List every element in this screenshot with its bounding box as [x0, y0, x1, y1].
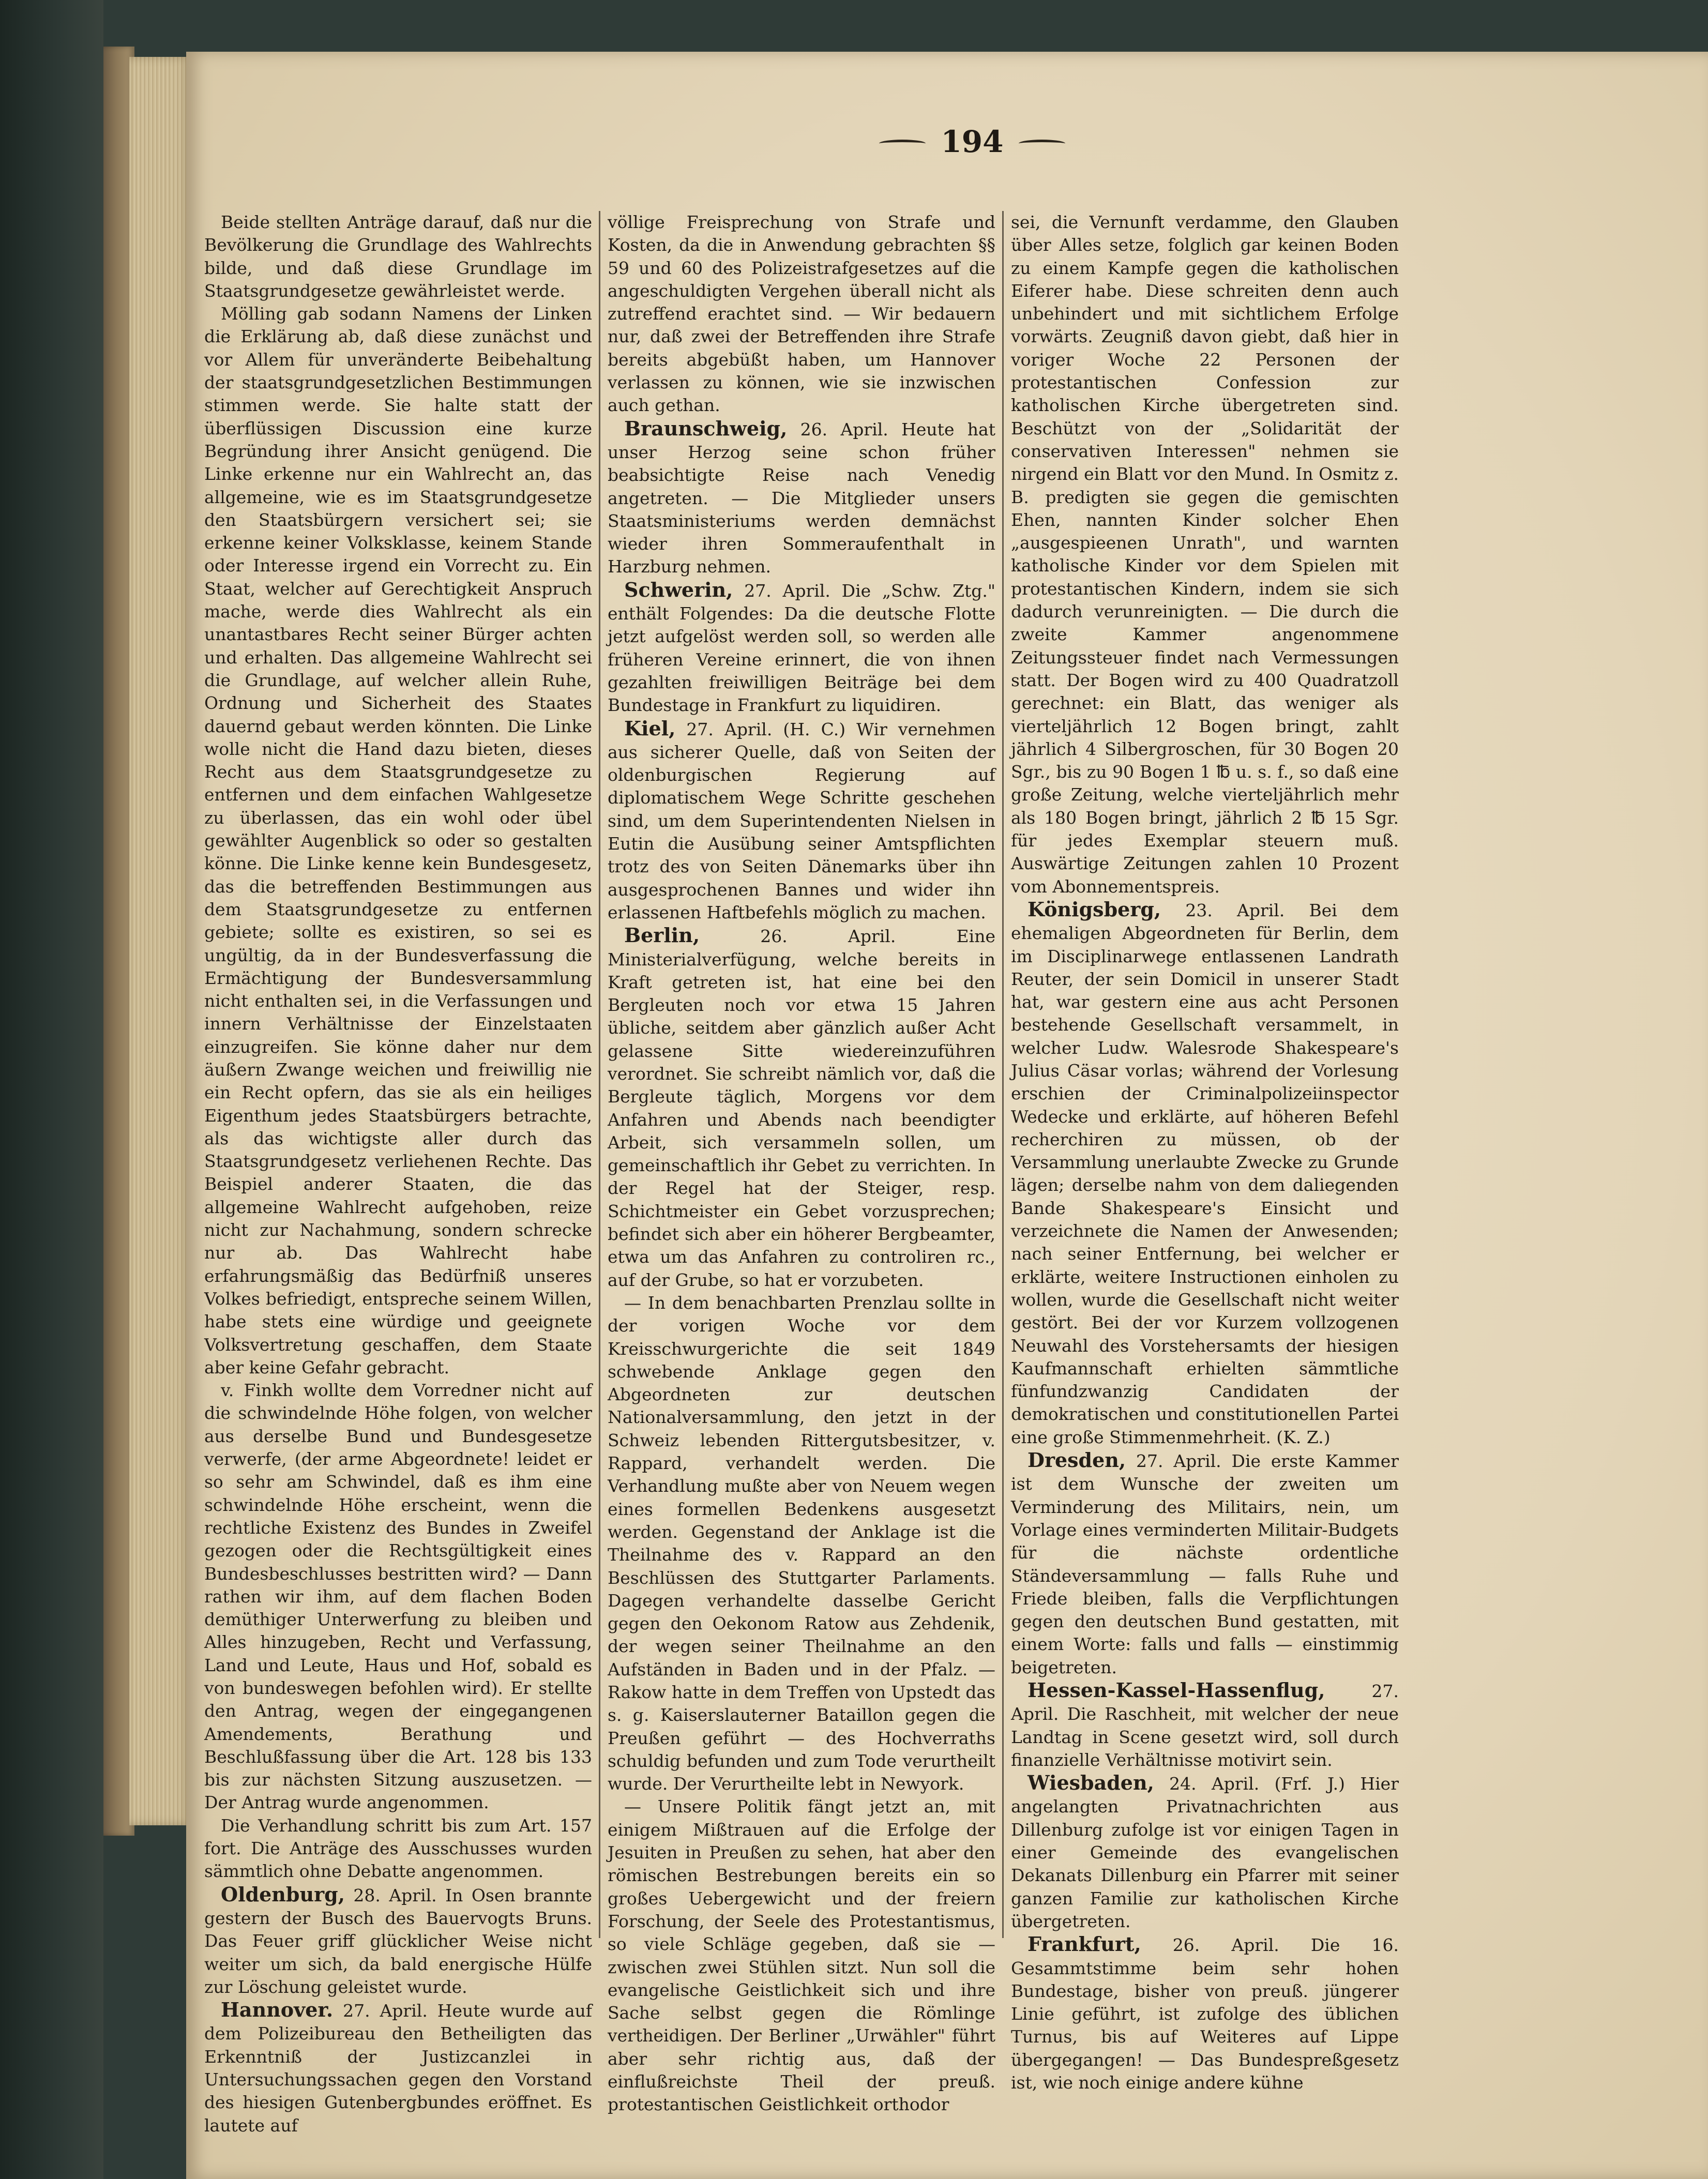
- text-column-2: [608, 211, 995, 2115]
- paragraph-text: v. Finkh wollte dem Vorredner nicht auf die schwindelnde Höhe folgen, von welcher aus derselbe Bund und Bundesgesetze verwerfe, (der arme Abgeordnete! leidet er so sehr am Schwindel, daß es ihm eine schwindelnde Höhe erscheint, wenn die rechtliche Existenz des Bundes in Zweifel gezogen oder die Rechtsgültigkeit eines Bundesbeschlusses bestritten wird? — Dann rathen wir ihm, auf dem flachen Boden demüthiger Unterwerfung zu bleiben und Alles hinzugeben, Recht und Verfassung, Land und Leute, Haus und Hof, sobald es von bundeswegen befohlen wird). Er stellte den Antrag, wegen der eingegangenen Amendements, Berathung und Beschlußfassung über die Art. 128 bis 133 bis zur nächsten Sitzung auszusetzen. — Der Antrag wurde angenommen.: [204, 1380, 592, 1813]
- paragraph-text: 26. April. Die 16. Gesammtstimme beim sehr hohen Bundestage, bisher von preuß. jüngerer Linie geführt, ist zufolge des üblichen Turnus, bis auf Weiteres auf Lippe übergegangen! — Das Bundespreßgesetz ist, wie noch einige andere kühne: [1011, 1935, 1399, 2093]
- page-edges: [129, 57, 191, 1825]
- paragraph-text: 27. April. Die „Schw. Ztg." enthält Folgendes: Da die deutsche Flotte jetzt aufgelöst werden soll, so werden alle früheren Vereine erinnert, die von ihnen gezahlten freiwilligen Beiträge bei dem Bundestage in Frankfurt zu liquidiren.: [608, 580, 995, 716]
- article-paragraph: [1011, 1772, 1399, 1933]
- article-paragraph: [608, 579, 995, 717]
- page-header: [186, 103, 1708, 176]
- article-paragraph: [204, 1883, 592, 1999]
- article-paragraph: [608, 1292, 995, 1796]
- ornament-left-icon: [879, 140, 926, 147]
- ornament-right-icon: [1019, 140, 1065, 147]
- column-rule: [1002, 211, 1004, 1938]
- paragraph-text: sei, die Vernunft verdamme, den Glauben über Alles setze, folglich gar keinen Boden zu einem Kampfe gegen die katholischen Eiferer habe. Diese schreiten denn auch unbehindert und mit sichtlichem Erfolge vorwärts. Zeugniß davon giebt, daß hier in voriger Woche 22 Personen der protestantischen Confession zur katholischen Kirche übergetreten sind. Beschützt von der „Solidarität der conservativen Interessen" nehmen sie nirgend ein Blatt vor den Mund. In Osmitz z. B. predigten sie gegen die gemischten Ehen, nannten Kinder solcher Ehen „ausgespieenen Unrath", und warnten katholische Kinder vor dem Spielen mit protestantischen Kindern, indem sie sich dadurch verunreinigten. — Die durch die zweite Kammer angenommene Zeitungssteuer findet nach Vermessungen statt. Der Bogen wird zu 400 Quadratzoll gerechnet: ein Blatt, das weniger als vierteljährlich 12 Bogen bringt, zahlt jährlich 4 Silbergroschen, für 30 Bogen 20 Sgr., bis zu 90 Bogen 1 ℔ u. s. f., so daß eine große Zeitung, welche vierteljährlich mehr als 180 Bogen bringt, jährlich 2 ℔ 15 Sgr. für jedes Exemplar steuern muß. Auswärtige Zeitungen zahlen 10 Prozent vom Abonnementspreis.: [1011, 212, 1399, 897]
- paragraph-text: 27. April. Die Raschheit, mit welcher der neue Landtag in Scene gesetzt wird, soll durch finanzielle Verhältnisse motivirt sein.: [1011, 1681, 1399, 1770]
- article-paragraph: [608, 717, 995, 925]
- article-paragraph: [204, 1999, 592, 2137]
- paragraph-text: völlige Freisprechung von Strafe und Kosten, da die in Anwendung gebrachten §§ 59 und 60 des Polizeistrafgesetzes auf die angeschuldigten Vergehen überall nicht als zutreffend erachtet sind. — Wir bedauern nur, daß zwei der Betreffenden ihre Strafe bereits abgebüßt haben, um Hannover verlassen zu können, wie sie inzwischen auch gethan.: [608, 212, 995, 416]
- paragraph-text: 24. April. (Frf. J.) Hier angelangten Privatnachrichten aus Dillenburg zufolge ist vor einigen Tagen in einer Gemeinde des evangelischen Dekanats Dillenburg ein Pfarrer mit seiner ganzen Familie zur katholischen Kirche übergetreten.: [1011, 1774, 1399, 1931]
- article-paragraph: [608, 211, 995, 417]
- dateline: Kiel,: [624, 716, 676, 740]
- article-paragraph: [1011, 1679, 1399, 1772]
- text-column-3: [1011, 211, 1399, 2093]
- article-paragraph: [1011, 211, 1399, 898]
- paragraph-text: 28. April. In Osen brannte gestern der Busch des Bauervogts Bruns. Das Feuer griff glücklicher Weise nicht weiter um sich, da bald energische Hülfe zur Löschung geleistet wurde.: [204, 1885, 592, 1997]
- dateline: Frankfurt,: [1027, 1932, 1141, 1956]
- dateline: Hessen-Kassel-Hassenflug,: [1027, 1678, 1325, 1702]
- article-paragraph: [204, 1814, 592, 1883]
- article-paragraph: [1011, 1933, 1399, 2094]
- paragraph-text: 26. April. Eine Ministerialverfügung, welche bereits in Kraft getreten ist, hat eine bei den Bergleuten noch vor etwa 15 Jahren übliche, seitdem aber gänzlich außer Acht gelassene Sitte wiedereinzuführen verordnet. Sie schreibt nämlich vor, daß die Bergleute täglich, Morgens vor dem Anfahren und Abends nach beendigter Arbeit, sich versammeln sollen, um gemeinschaftlich ihr Gebet zu verrichten. In der Regel hat der Steiger, resp. Schichtmeister ein Gebet vorzusprechen; befindet sich aber ein höherer Bergbeamter, etwa um das Anfahren zu controliren rc., auf der Grube, so hat er vorzubeten.: [608, 926, 995, 1290]
- paragraph-text: 26. April. Heute hat unser Herzog seine schon früher beabsichtigte Reise nach Venedig angetreten. — Die Mitglieder unsers Staatsministeriums werden demnächst wieder ihren Sommeraufenthalt in Harzburg nehmen.: [608, 419, 995, 577]
- dateline: Braunschweig,: [624, 416, 788, 440]
- paragraph-text: 27. April. (H. C.) Wir vernehmen aus sicherer Quelle, daß von Seiten der oldenburgischen Regierung auf diplomatischem Wege Schritte geschehen sind, um dem Superintendenten Nielsen in Eutin die Ausübung seiner Amtspflichten trotz des von Seiten Dänemarks über ihn ausgesprochenen Bannes und wider ihn erlassenen Haftbefehls möglich zu machen.: [608, 719, 995, 922]
- column-rule: [599, 211, 600, 1938]
- article-paragraph: [608, 1795, 995, 2116]
- article-paragraph: [1011, 1449, 1399, 1679]
- paragraph-text: — In dem benachbarten Prenzlau sollte in der vorigen Woche vor dem Kreisschwurgerichte die seit 1849 schwebende Anklage gegen den Abgeordneten zur deutschen Nationalversammlung, den jetzt in der Schweiz lebenden Rittergutsbesitzer, v. Rappard, verhandelt werden. Die Verhandlung mußte aber von Neuem wegen eines formellen Bedenkens ausgesetzt werden. Gegenstand der Anklage ist die Theilnahme des v. Rappard an den Beschlüssen des Stuttgarter Parlaments. Dagegen verhandelte dasselbe Gericht gegen den Oekonom Ratow aus Zehdenik, der wegen seiner Theilnahme an den Aufständen in Baden und in der Pfalz. — Rakow hatte in dem Treffen von Upstedt das s. g. Kaiserslauterner Bataillon gegen die Preußen geführt — des Hochverraths schuldig befunden und zum Tode verurtheilt wurde. Der Verurtheilte lebt in Newyork.: [608, 1292, 995, 1794]
- page-number: 194: [941, 124, 1004, 159]
- article-paragraph: [1011, 898, 1399, 1449]
- dateline: Wiesbaden,: [1027, 1771, 1154, 1795]
- paragraph-text: Die Verhandlung schritt bis zum Art. 157 fort. Die Anträge des Ausschusses wurden sämmtlich ohne Debatte angenommen.: [204, 1815, 592, 1882]
- article-paragraph: [608, 924, 995, 1292]
- paragraph-text: Beide stellten Anträge darauf, daß nur die Bevölkerung die Grundlage des Wahlrechts bilde, und daß diese Grundlage im Staatsgrundgesetze gewährleistet werde.: [204, 212, 592, 301]
- desk-background: [0, 0, 103, 2179]
- article-paragraph: [204, 211, 592, 302]
- article-paragraph: [204, 1379, 592, 1814]
- paragraph-text: — Unsere Politik fängt jetzt an, mit einigem Mißtrauen auf die Erfolge der Jesuiten in Preußen zu sehen, hat aber den römischen Bestrebungen bereits ein so großes Uebergewicht und der freiern Forschung, der Seele des Protestantismus, so viele Schläge gegeben, daß sie — zwischen zwei Stühlen sitzt. Nun soll die evangelische Geistlichkeit sich und ihre Sache selbst gegen die Römlinge vertheidigen. Der Berliner „Urwähler" führt aber sehr richtig aus, daß der einflußreichste Theil der preuß. protestantischen Geistlichkeit orthodor: [608, 1796, 995, 2115]
- article-paragraph: [608, 417, 995, 579]
- dateline: Berlin,: [624, 924, 700, 947]
- dateline: Dresden,: [1027, 1448, 1126, 1472]
- dateline: Hannover.: [221, 1998, 334, 2022]
- text-column-1: [204, 211, 592, 2136]
- paragraph-text: 27. April. Die erste Kammer ist dem Wunsche der zweiten um Verminderung des Militairs, nein, um Vorlage eines verminderten Militair-Budgets für die nächste ordentliche Ständeversammlung — falls Ruhe und Friede bleiben, falls die Verpflichtungen gegen den deutschen Bund gestatten, mit einem Worte: falls und falls — einstimmig beigetreten.: [1011, 1451, 1399, 1677]
- dateline: Oldenburg,: [221, 1882, 345, 1906]
- article-paragraph: [204, 302, 592, 1379]
- paragraph-text: 27. April. Heute wurde auf dem Polizeibureau den Betheiligten das Erkenntniß der Justizcanzlei in Untersuchungssachen gegen den Vorstand des hiesigen Gutenbergbundes eröffnet. Es lautete auf: [204, 2001, 592, 2136]
- dateline: Königsberg,: [1027, 897, 1161, 921]
- dateline: Schwerin,: [624, 578, 733, 601]
- paragraph-text: Mölling gab sodann Namens der Linken die Erklärung ab, daß diese zunächst und vor Allem für unveränderte Beibehaltung der staatsgrundgesetzlichen Bestimmungen stimmen werde. Sie halte statt der überflüssigen Discussion eine kurze Begründung ihrer Ansicht genügend. Die Linke erkenne nur ein Wahlrecht an, das allgemeine, wie es im Staatsgrundgesetze den Staatsbürgern versichert sei; sie erkenne keiner Volksklasse, keinem Stande oder Interesse irgend ein Vorrecht zu. Ein Staat, welcher auf Gerechtigkeit Anspruch mache, werde dies Wahlrecht als ein unantastbares Recht seiner Bürger achten und erhalten. Das allgemeine Wahlrecht sei die Grundlage, auf welcher allein Ruhe, Ordnung und Sicherheit des Staates dauernd gebaut werden könnten. Die Linke wolle nicht die Hand dazu bieten, dieses Recht aus dem Staatsgrundgesetze zu entfernen und dem einfachen Wahlgesetze zu überlassen, das ein wohl oder übel gewählter Augenblick so oder so gestalten könne. Die Linke kenne kein Bundesgesetz, das die betreffenden Bestimmungen aus dem Staatsgrundgesetze zu entfernen gebiete; sollte es existiren, so sei es ungültig, da in der Bundesverfassung die Ermächtigung der Bundesversammlung nicht enthalten sei, in die Verfassungen und innern Verhältnisse der Einzelstaaten einzugreifen. Sie könne daher nur dem äußern Zwange weichen und freiwillig nie ein Recht opfern, das sie als ein heiliges Eigenthum jedes Staatsbürgers betrachte, als das wichtigste aller durch das Staatsgrundgesetz verliehenen Rechte. Das Beispiel anderer Staaten, die das allgemeine Wahlrecht aufgehoben, reize nicht zur Nachahmung, sondern schrecke nur ab. Das Wahlrecht habe erfahrungsmäßig das Bedürfniß unseres Volkes befriedigt, entspreche seinem Willen, habe stets eine würdige und geeignete Volksvertretung geschaffen, dem Staate aber keine Gefahr gebracht.: [204, 304, 592, 1378]
- paragraph-text: 23. April. Bei dem ehemaligen Abgeordneten für Berlin, dem im Disciplinarwege entlassenen Landrath Reuter, der sein Domicil in unserer Stadt hat, war gestern eine aus acht Personen bestehende Gesellschaft versammelt, in welcher Ludw. Walesrode Shakespeare's Julius Cäsar vorlas; während der Vorlesung erschien der Criminalpolizeiinspector Wedecke und erklärte, auf höheren Befehl recherchiren zu müssen, ob der Versammlung unerlaubte Zwecke zu Grunde lägen; derselbe nahm von dem daliegenden Bande Shakespeare's Einsicht und verzeichnete die Namen der Anwesenden; nach seiner Entfernung, bei welcher er erklärte, weitere Instructionen einholen zu wollen, wurde die Gesellschaft nicht weiter gestört. Bei der vor Kurzem vollzogenen Neuwahl des Vorstehersamts der hiesigen Kaufmannschaft erhielten sämmtliche fünfundzwanzig Candidaten der demokratischen und constitutionellen Partei eine große Stimmenmehrheit. (K. Z.): [1011, 900, 1399, 1447]
